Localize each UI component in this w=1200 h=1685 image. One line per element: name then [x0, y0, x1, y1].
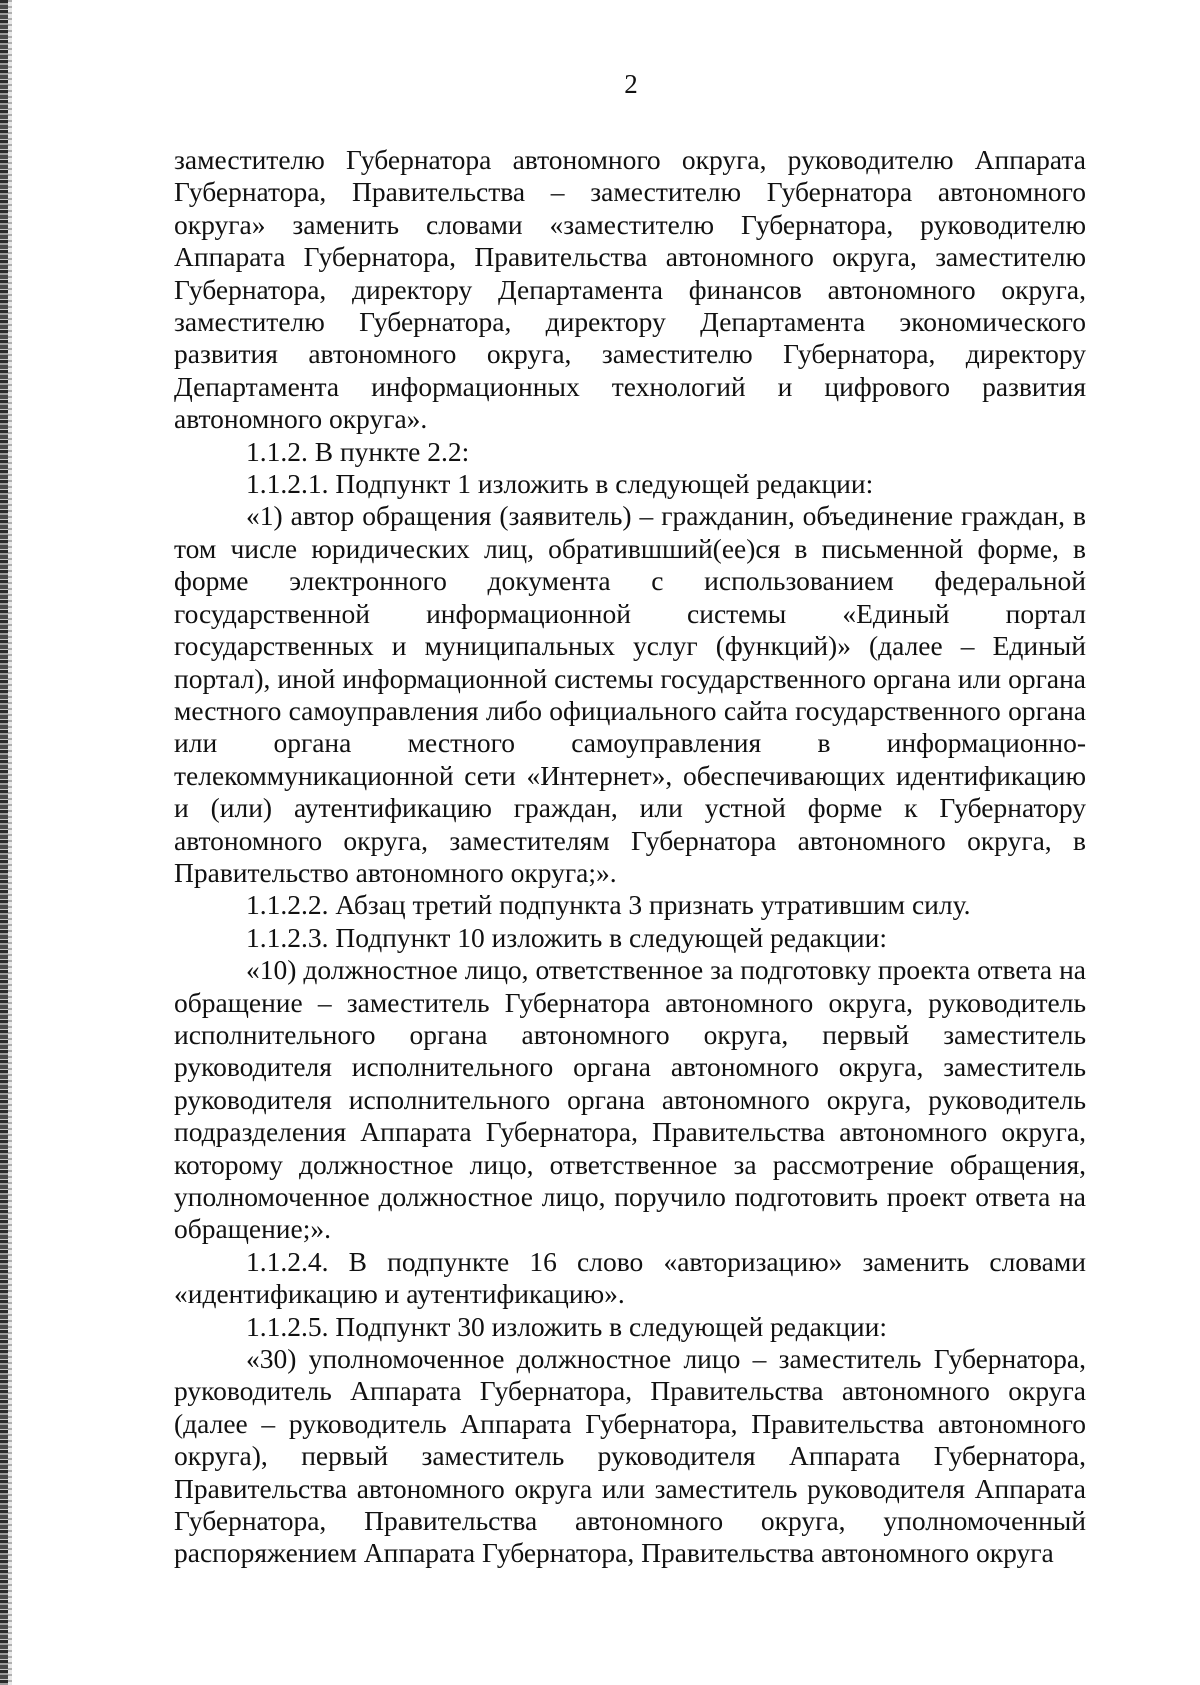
scan-edge-shadow: [8, 0, 12, 1685]
page-number: 2: [624, 69, 638, 99]
paragraph: «30) уполномоченное должностное лицо – заместитель Губернатора, руководитель Аппарата Губернатора, Правительства автономного округа (далее – руководитель Аппарата Губернатора, Правительства автономного округа), первый заместитель руководителя Аппарата Губернатора, Правительства автономного округа или заместитель руководителя Аппарата Губернатора, Правительства автономного округа, уполномоченный распоряжением Аппарата Губернатора, Правительства автономного округа: [174, 1343, 1086, 1569]
paragraph: 1.1.2.1. Подпункт 1 изложить в следующей редакции:: [246, 468, 874, 500]
paragraph: 1.1.2.4. В подпункте 16 слово «авторизацию» заменить словами «идентификацию и аутентификацию».: [174, 1245, 1086, 1310]
scan-edge-artifact: [0, 0, 8, 1685]
paragraph: 1.1.2. В пункте 2.2:: [246, 435, 470, 467]
paragraph: заместителю Губернатора автономного округа, руководителю Аппарата Губернатора, Правительства – заместителю Губернатора автономного округа» заменить словами «заместителю Губернатора, руководителю Аппарата Губернатора, Правительства автономного округа, заместителю Губернатора, директору Департамента финансов автономного округа, заместителю Губернатора, директору Департамента экономического развития автономного округа, заместителю Губернатора, директору Департамента информационных технологий и цифрового развития автономного округа».: [174, 144, 1086, 435]
paragraph: «1) автор обращения (заявитель) – гражданин, объединение граждан, в том числе юридических лиц, обратившший(ее)ся в письменной форме, в форме электронного документа с использованием федеральной государственной информационной системы «Единый портал государственных и муниципальных услуг (функций)» (далее – Единый портал), иной информационной системы государственного органа или органа местного самоуправления либо официального сайта государственного органа или органа местного самоуправления в информационно-телекоммуникационной сети «Интернет», обеспечивающих идентификацию и (или) аутентификацию граждан, или устной форме к Губернатору автономного округа, заместителям Губернатора автономного округа, в Правительство автономного округа;».: [174, 500, 1086, 888]
paragraph: 1.1.2.2. Абзац третий подпункта 3 признать утратившим силу.: [246, 889, 971, 921]
paragraph: 1.1.2.5. Подпункт 30 изложить в следующей редакции:: [246, 1310, 887, 1342]
paragraph: 1.1.2.3. Подпункт 10 изложить в следующей редакции:: [246, 921, 887, 953]
document-body: [174, 144, 1086, 1570]
paragraph: «10) должностное лицо, ответственное за подготовку проекта ответа на обращение – заместитель Губернатора автономного округа, руководитель исполнительного органа автономного округа, первый заместитель руководителя исполнительного органа автономного округа, заместитель руководителя исполнительного органа автономного округа, руководитель подразделения Аппарата Губернатора, Правительства автономного округа, которому должностное лицо, ответственное за рассмотрение обращения, уполномоченное должностное лицо, поручило подготовить проект ответа на обращение;».: [174, 954, 1086, 1245]
